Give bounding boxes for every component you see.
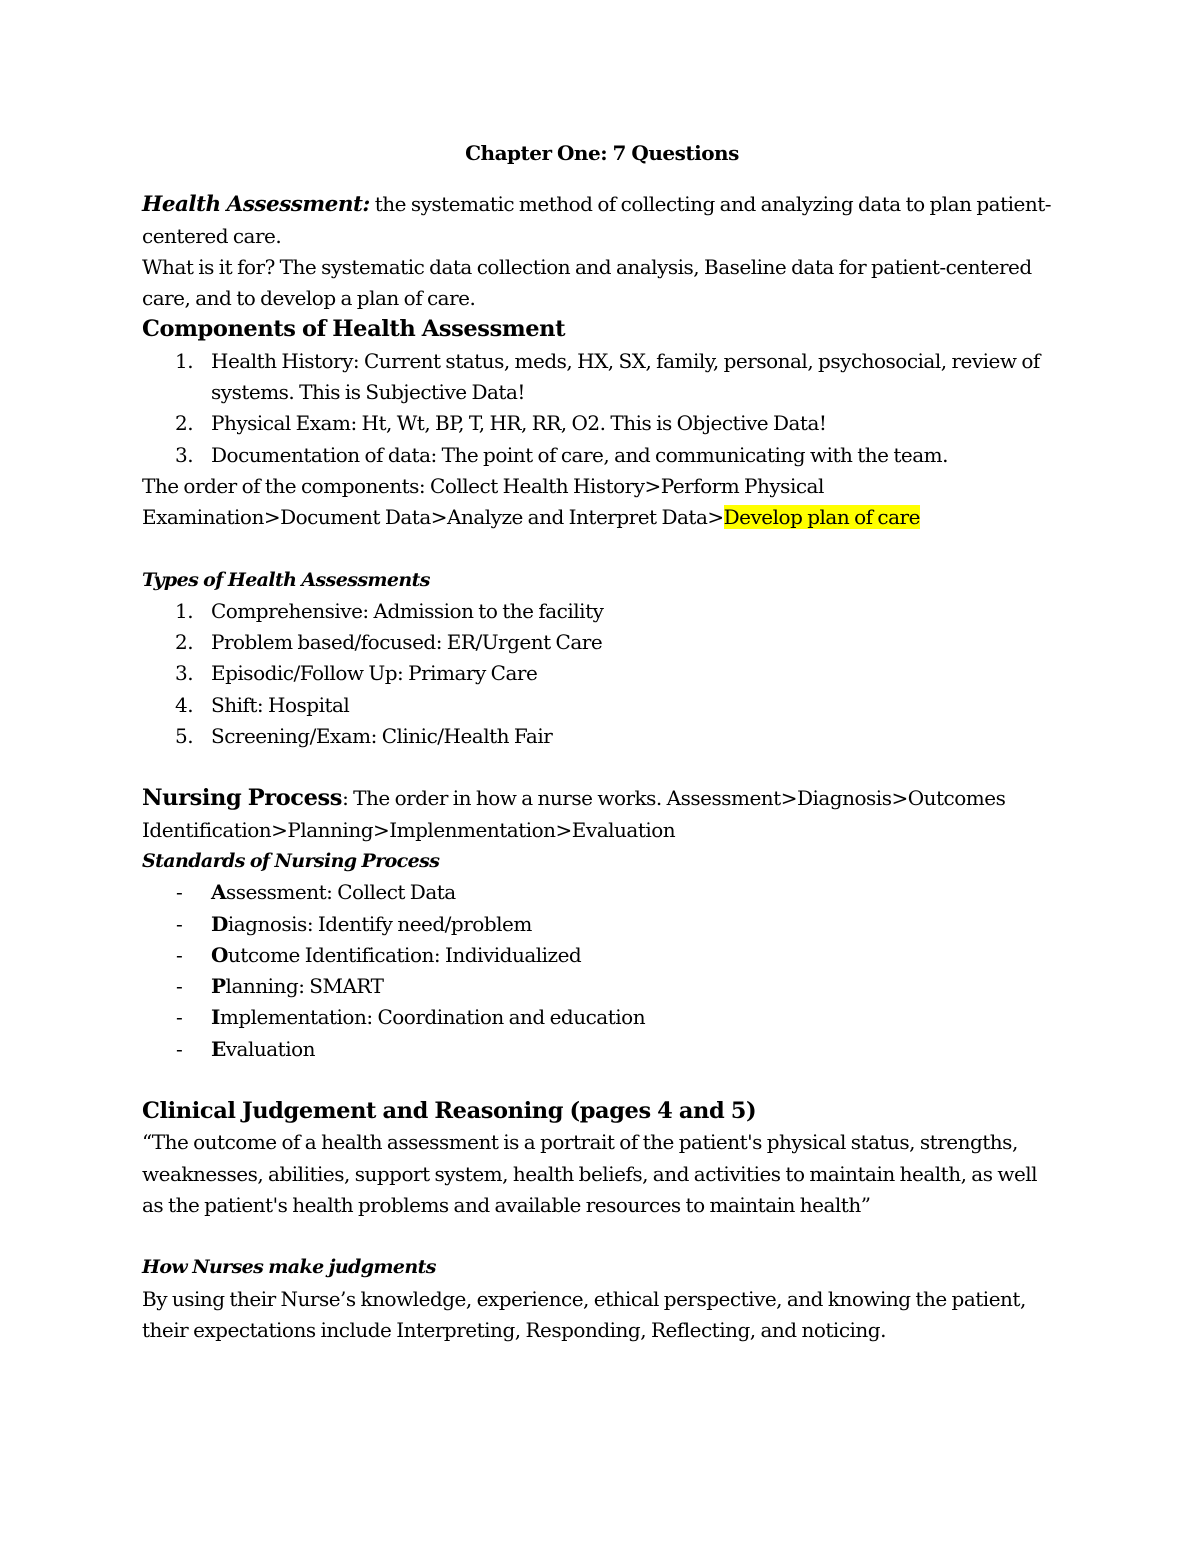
list-item-text: Comprehensive: Admission to the facility [211, 598, 604, 623]
list-number: 2. [175, 630, 194, 655]
list-item [142, 971, 1062, 1002]
list-number: 4. [175, 692, 194, 717]
spacer [142, 752, 1062, 783]
nursing-process-paragraph [142, 783, 1062, 846]
judgments-heading: How Nurses make judgments [142, 1256, 436, 1279]
list-item-text: Shift: Hospital [211, 692, 350, 717]
types-list [142, 596, 1062, 752]
list-item-text: Episodic/Follow Up: Primary Care [211, 661, 538, 686]
list-number: 2. [175, 411, 194, 436]
list-item [142, 690, 1062, 721]
standard-text: lanning: SMART [225, 974, 384, 999]
list-item-text: Screening/Exam: Clinic/Health Fair [211, 724, 553, 749]
standard-initial: I [211, 1005, 220, 1030]
standard-text: utcome Identification: Individualized [227, 942, 582, 967]
dash-bullet: - [176, 974, 183, 999]
list-item [142, 346, 1062, 409]
list-number: 1. [175, 598, 194, 623]
list-item [142, 658, 1062, 689]
list-item [142, 1002, 1062, 1033]
list-item [142, 627, 1062, 658]
dash-bullet: - [176, 880, 183, 905]
list-number: 5. [175, 724, 194, 749]
list-number: 3. [175, 442, 194, 467]
list-item [142, 940, 1062, 971]
nursing-process-term: Nursing Process [142, 785, 343, 812]
list-item-text: Documentation of data: The point of care, and communicating with the team. [211, 442, 948, 467]
nursing-process-definition: : The order in how a nurse works. Assessment>Diagnosis>Outcomes Identification>Planning>Implenmentation>Evaluation [142, 786, 1006, 842]
clinical-heading: Clinical Judgement and Reasoning (pages 4 and 5) [142, 1098, 757, 1125]
document-page [142, 138, 1062, 1346]
list-item [142, 1034, 1062, 1065]
list-item [142, 877, 1062, 908]
standard-text: valuation [225, 1036, 316, 1061]
health-assessment-definition: the systematic method of collecting and analyzing data to plan patient-centered care. [142, 192, 1052, 248]
standard-initial: E [211, 1036, 226, 1061]
standard-text: ssessment: Collect Data [226, 880, 456, 905]
list-item-text: Physical Exam: Ht, Wt, BP, T, HR, RR, O2. This is Objective Data! [211, 411, 827, 436]
dash-bullet: - [176, 911, 183, 936]
spacer [142, 534, 1062, 565]
list-item [142, 596, 1062, 627]
types-heading: Types of Health Assessments [142, 568, 430, 591]
highlighted-text: Develop plan of care [723, 505, 920, 530]
components-list [142, 346, 1062, 471]
dash-bullet: - [176, 1005, 183, 1030]
standard-text: mplementation: Coordination and education [219, 1005, 646, 1030]
list-item [142, 408, 1062, 439]
components-order-paragraph [142, 471, 1062, 534]
dash-bullet: - [176, 942, 183, 967]
health-assessment-term: Health Assessment: [142, 192, 370, 218]
list-number: 1. [175, 348, 194, 373]
spacer [142, 1221, 1062, 1252]
components-heading: Components of Health Assessment [142, 316, 566, 343]
health-assessment-paragraph [142, 189, 1062, 252]
spacer [142, 1065, 1062, 1096]
standard-text: iagnosis: Identify need/problem [227, 911, 532, 936]
dash-bullet: - [176, 1036, 183, 1061]
standard-initial: P [211, 974, 226, 999]
components-order-text: The order of the components: Collect Health History>Perform Physical Examination>Document Data>Analyze and Interpret Data> [142, 473, 824, 530]
standard-initial: A [211, 880, 227, 905]
list-item [142, 909, 1062, 940]
list-item [142, 721, 1062, 752]
health-assessment-purpose: What is it for? The systematic data collection and analysis, Baseline data for patient-centered care, and to develop a plan of care. [142, 254, 1032, 311]
list-item [142, 440, 1062, 471]
clinical-quote: “The outcome of a health assessment is a portrait of the patient's physical status, strengths, weaknesses, abilities, support system, health beliefs, and activities to maintain health, as well as the patient's health problems and available resources to maintain health” [142, 1130, 1038, 1217]
judgments-text: By using their Nurse’s knowledge, experience, ethical perspective, and knowing the patient, their expectations include Interpreting, Responding, Reflecting, and noticing. [142, 1286, 1026, 1342]
list-number: 3. [175, 661, 194, 686]
page-title: Chapter One: 7 Questions [465, 141, 739, 165]
list-item-text: Problem based/focused: ER/Urgent Care [211, 630, 603, 655]
list-item-text: Health History: Current status, meds, HX, SX, family, personal, psychosocial, review of systems. This is Subjective Data! [211, 348, 1040, 405]
standard-initial: D [211, 911, 228, 936]
standards-heading: Standards of Nursing Process [142, 849, 440, 872]
standard-initial: O [211, 942, 228, 967]
standards-list [142, 877, 1062, 1065]
